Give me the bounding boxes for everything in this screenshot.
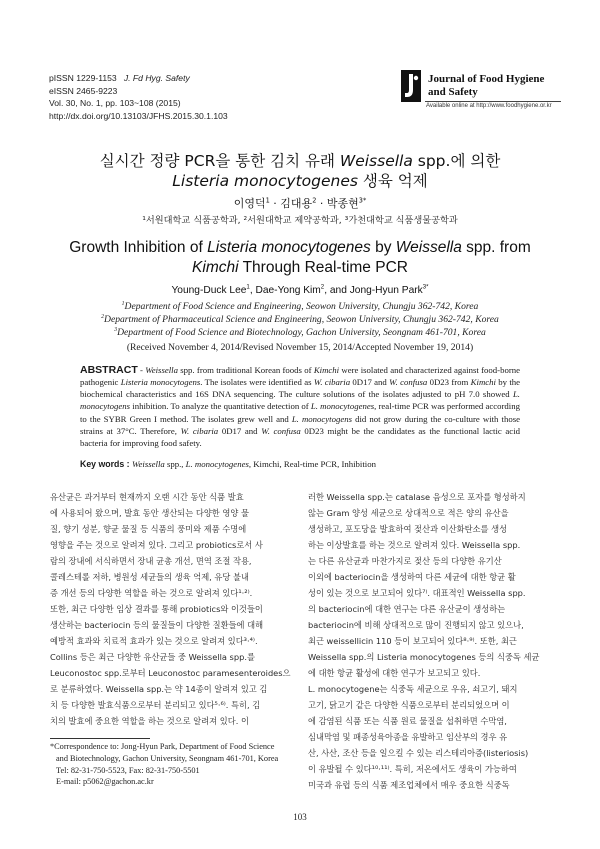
author-name: Dae-Yong Kim bbox=[255, 285, 321, 296]
body-line: 치 등 다양한 발효식품으로부터 분리되고 있다⁵·⁶⁾. 특히, 김 bbox=[50, 700, 261, 710]
keywords-heading: Key words : bbox=[80, 459, 133, 469]
body-line: 고기, 닭고기 같은 다양한 식품으로부터 분리되었으며 이 bbox=[308, 700, 510, 710]
body-line: 치의 발효에 중요한 역할을 하는 것으로 알려져 있다. 이 bbox=[50, 716, 249, 726]
body-line: L. monocytogene는 식중독 세균으로 우유, 쇠고기, 돼지 bbox=[308, 684, 518, 694]
body-line: 는 다른 유산균과 마찬가지로 젖산 등의 다양한 유기산 bbox=[308, 556, 502, 566]
doi-link[interactable]: http://dx.doi.org/10.13103/JFHS.2015.30.1.103 bbox=[49, 110, 228, 121]
body-line: 로 분류하였다. Weissella spp.는 약 14종이 알려져 있고 김 bbox=[50, 684, 268, 694]
body-line: 생성하고, 포도당을 발효하여 젖산과 이산화탄소를 생성 bbox=[308, 524, 508, 534]
english-title-line1: Growth Inhibition of Listeria monocytogenes by Weissella spp. from bbox=[69, 239, 531, 256]
author-name: Jong-Hyun Park bbox=[349, 285, 423, 296]
eissn: eISSN 2465-9223 bbox=[49, 85, 118, 96]
english-authors: Young-Duck Lee$^1$, Dae-Yong Kim$^2$, and Jong-Hyun Park$^{3*}$ bbox=[171, 283, 429, 296]
abstract: ABSTRACT - Weissella spp. from traditional Korean foods of Kimchi were isolated and characterized against food-borne pathogenic Listeria monocytogens. The isolates were identified as W. cibaria 0D17 and W. confusa 0D23 from Kimchi by the biochemical characteristics and 16S DNA sequencing. The culture solutions of the isolates adjusted to pH 7.0 showed L. monocytogens inhibition. To analyze the quantitative detection of L. monocytogenes, real-time PCR was performed according to the SYBR Green I method. The isolates grew well and L. monocytogens did not grow during the co-culture with those strains at 37°C. Therefore, W. cibaria 0D17 and W. confusa 0D23 might be the candidates as the functional lactic acid bacteria for improving food safety. bbox=[80, 364, 521, 448]
body-line: 이외에 bacteriocin을 생성하여 다른 세균에 대한 항균 활 bbox=[308, 572, 516, 582]
volume-info: Vol. 30, No. 1, pp. 103~108 (2015) bbox=[49, 98, 181, 109]
korean-affiliation: ¹서원대학교 식품공학과, ²서원대학교 제약공학과, ³가천대학교 식품생물공학과 bbox=[142, 215, 458, 226]
korean-authors: 이영덕$^1$ · 김대용$^2$ · 박종현$^{3*}$ bbox=[233, 196, 367, 210]
body-line: 않는 Gram 양성 세균으로 상대적으로 적은 양의 유산을 bbox=[308, 508, 509, 518]
issn: pISSN 1229-1153 bbox=[49, 73, 117, 83]
correspondence-footnote: *Correspondence to: Jong-Hyun Park, Department of Food Science and Biotechnology, Gachon University, Seongnam 461-701, Korea Tel: 82-31-750-5523, Fax: 82-31-750-5501 E-mail: p5062@gachon.ac.kr bbox=[50, 741, 300, 788]
email-link[interactable]: E-mail: p5062@gachon.ac.kr bbox=[56, 777, 154, 787]
body-line: 의 bacteriocin에 대한 연구는 다른 유산균이 생성하는 bbox=[308, 604, 506, 614]
body-line: Collins 등은 최근 다양한 유산균들 중 Weissella spp.를 bbox=[50, 652, 255, 662]
body-line: 최근 weissellicin 110 등이 보고되어 있다⁸·⁹⁾. 또한, 최근 bbox=[308, 636, 517, 646]
author-name: 박종현 bbox=[326, 197, 359, 210]
body-line: 하는 이상발효를 하는 것으로 알려져 있다. Weissella spp. bbox=[308, 540, 521, 550]
page-number: 103 bbox=[293, 812, 307, 822]
english-title-line2: Kimchi Through Real-time PCR bbox=[192, 259, 408, 276]
body-line: bacteriocin에 비해 상대적으로 많이 진행되지 않고 있으나, bbox=[308, 620, 524, 630]
english-affiliation-3: $^3$Department of Food Science and Biotechnology, Gachon University, Seongnam 461-701, Korea bbox=[114, 326, 486, 338]
keywords: Key words : Weissella spp., L. monocytogenes, Kimchi, Real-time PCR, Inhibition bbox=[80, 459, 376, 469]
body-column-left bbox=[50, 489, 292, 729]
body-line: 질, 향기 성분, 향균 물질 등 식품의 풍미와 제품 수명에 bbox=[50, 524, 247, 534]
jfhs-logo-icon bbox=[401, 70, 421, 102]
body-line: 유산균은 과거부터 현재까지 오랜 시간 동안 식품 발효 bbox=[50, 492, 244, 502]
journal-rule bbox=[425, 101, 561, 102]
body-line: 심내막염 및 패종성육아종을 유발하고 임산부의 경우 유 bbox=[308, 732, 508, 742]
author-name: 김대용 bbox=[280, 197, 313, 210]
body-line: 이 유발될 수 있다¹⁰·¹¹⁾. 특히, 저온에서도 생육이 가능하여 bbox=[308, 764, 517, 774]
body-line: 에 대한 항균 활성에 대한 연구가 보고되고 있다. bbox=[308, 668, 481, 678]
journal-brand bbox=[401, 70, 561, 114]
body-line: 러한 Weissella spp.는 catalase 음성으로 포자를 형성하지 bbox=[308, 492, 526, 502]
received-dates: (Received November 4, 2014/Revised November 15, 2014/Accepted November 19, 2014) bbox=[126, 342, 474, 353]
journal-meta bbox=[49, 72, 228, 122]
body-line: 생산하는 bacteriocin 등의 물질들이 다양한 질환들에 대해 bbox=[50, 620, 264, 630]
body-line: 성이 있는 것으로 보고되어 있다⁷⁾. 대표적인 Weissella spp. bbox=[308, 588, 526, 598]
journal-abbrev: J. Fd Hyg. Safety bbox=[123, 73, 190, 83]
body-line: Weissella spp.의 Listeria monocytogenes 등의 식중독 세균 bbox=[308, 652, 540, 662]
body-column-right bbox=[308, 489, 550, 793]
body-line: 예방적 효과와 치료적 효과가 있는 것으로 알려져 있다³·⁴⁾. bbox=[50, 636, 258, 646]
body-line: 람의 장내에 서식하면서 장내 균총 개선, 면역 조절 작용, bbox=[50, 556, 252, 566]
english-affiliation-1: $^1$Department of Food Science and Engineering, Seowon University, Chungju 362-742, Korea bbox=[121, 300, 479, 312]
journal-url[interactable]: Available online at http://www.foodhygiene.or.kr bbox=[426, 103, 552, 109]
korean-title-line1: 실시간 정량 PCR을 통한 김치 유래 Weissella spp.에 의한 bbox=[99, 152, 501, 170]
body-line: 콜레스테롤 저하, 병원성 세균들의 생육 억제, 유당 불내 bbox=[50, 572, 249, 582]
body-line: 산, 사산, 조산 등을 일으킬 수 있는 리스테리아증(listeriosis) bbox=[308, 748, 529, 758]
journal-name: Journal of Food Hygiene and Safety bbox=[428, 73, 545, 98]
body-line: Leuconostoc spp.로부터 Leuconostoc paramesenteroides으 bbox=[50, 668, 291, 678]
author-name: Young-Duck Lee bbox=[171, 285, 247, 296]
author-name: 이영덕 bbox=[233, 197, 266, 210]
body-line: 증 개선 등의 다양한 역할을 하는 것으로 알려져 있다¹·²⁾. bbox=[50, 588, 253, 598]
footnote-rule bbox=[50, 738, 150, 739]
korean-title-line2: Listeria monocytogenes 생육 억제 bbox=[172, 172, 428, 190]
body-line: 에 사용되어 왔으며, 발효 동안 생산되는 다양한 영양 물 bbox=[50, 508, 249, 518]
body-line: 미국과 유럽 등의 식품 제조업체에서 매우 중요한 식중독 bbox=[308, 780, 510, 790]
body-line: 또한, 최근 다양한 임상 결과를 통해 probiotics와 이것들이 bbox=[50, 604, 263, 614]
body-line: 에 감염된 식품 또는 식품 원료 물질을 섭취하면 수막염, bbox=[308, 716, 507, 726]
english-affiliation-2: $^2$Department of Pharmaceutical Science and Engineering, Seowon University, Chungju 362-742, Korea bbox=[101, 313, 499, 325]
abstract-heading: ABSTRACT bbox=[80, 364, 138, 376]
body-line: 영향을 주는 것으로 알려져 있다. 그리고 probiotics로서 사 bbox=[50, 540, 263, 550]
